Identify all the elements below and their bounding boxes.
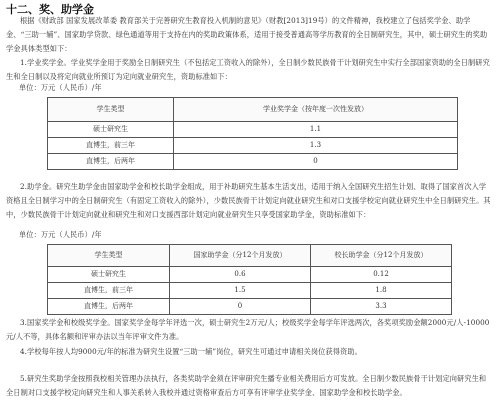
intro-paragraph: 根据《财政部 国家发展改革委 教育部关于完善研究生教育投入机制的意见》（财教[2013]19号）的文件精神，我校建立了包括奖学金、助学金、“三助一辅”、国家助学贷款、绿色通道等用于支持在内的奖助政策体系，适用于接受普通高等学历教育的全日制研究生，其中，硕士研究生的奖助学金具体类型如下： [6,16,488,54]
scholarship-table [47,97,458,170]
table-row [48,138,458,154]
table-row [48,154,458,170]
header-national-grant: 国家助学金（分12个月发放） [170,245,311,267]
table-header-row [48,245,452,267]
table1-unit: 单位：万元（人民币）/年 [19,83,102,92]
header-student-type: 学生类型 [48,98,174,122]
header-president-grant: 校长助学金（分12个月发放） [311,245,452,267]
row-president-value: 3.3 [311,299,452,315]
row-president-value: 0.12 [311,267,452,283]
table-header-row [48,98,458,122]
header-student-type: 学生类型 [48,245,170,267]
table-row [48,267,452,283]
header-academic-scholarship: 学业奖学金（按年度一次性发放） [174,98,458,122]
table-row [48,283,452,299]
row-student-type: 直博生，后两年 [48,299,170,315]
paragraph-national-scholarship: 3.国家奖学金和校级奖学金。国家奖学金每学年评选一次，硕士研究生2万元/人；校级奖学金每学年评选两次，各奖项奖励金额2000元/人-10000元/人不等，具体名额和评审办法以当年评审文件为准。 [6,318,490,342]
row-national-value: 0.6 [170,267,311,283]
row-president-value: 1.8 [311,283,452,299]
row-national-value: 1.5 [170,283,311,299]
row-student-type: 直博生，前三年 [48,138,174,154]
paragraph-management: 5.研究生奖助学金按照我校相关管理办法执行，各类奖助学金须在评审研究生播专业相关费用后方可发放。全日制少数民族骨干计划定向研究生和全日制对口支援学校定向研究生和人事关系转入我校并通过资格审查后方可享有评审学业奖学金、国家助学金和校长助学金。 [6,374,487,398]
stipend-table [47,244,452,315]
row-student-type: 直博生，后两年 [48,154,174,170]
table2-unit: 单位：万元（人民币）/年 [19,230,102,239]
row-student-type: 直博生，前三年 [48,283,170,299]
row-value: 0 [174,154,458,170]
section-heading: 十二、奖、助学金 [6,3,94,16]
row-student-type: 硕士研究生 [48,267,170,283]
paragraph-assistantship: 4.学校每年按人均9000元/年的标准为研究生设置“三助一辅”岗位，研究生可通过申请相关岗位获得资助。 [20,347,362,356]
paragraph-scholarship: 1.学业奖学金。学业奖学金用于奖励全日制研究生（不包括定工资收入的除外），全日制少数民族骨干计划研究生中实行全部国家资助的全日制研究生和全日制以及将定向就业所预订为定向就业研究生，资助标准如下： [6,58,490,82]
paragraph-stipend: 2.助学金。研究生助学金由国家助学金和校长助学金组成，用于补助研究生基本生活支出，适用于纳入全国研究生招生计划、取得了国家首次入学资格且全日制学习中的全日制研究生（有固定工资收入的除外），少数民族骨干计划定向就业研究生和对口支援学校定向就业研究生中全日制研究生。其中，少数民族骨干计划定向就业和研究生和对口支援西部计划定向就业研究生只享受国家助学金，资助标准如下： [6,182,491,220]
row-value: 1.1 [174,122,458,138]
row-value: 1.3 [174,138,458,154]
table-row [48,299,452,315]
table-row [48,122,458,138]
row-national-value: 0 [170,299,311,315]
row-student-type: 硕士研究生 [48,122,174,138]
